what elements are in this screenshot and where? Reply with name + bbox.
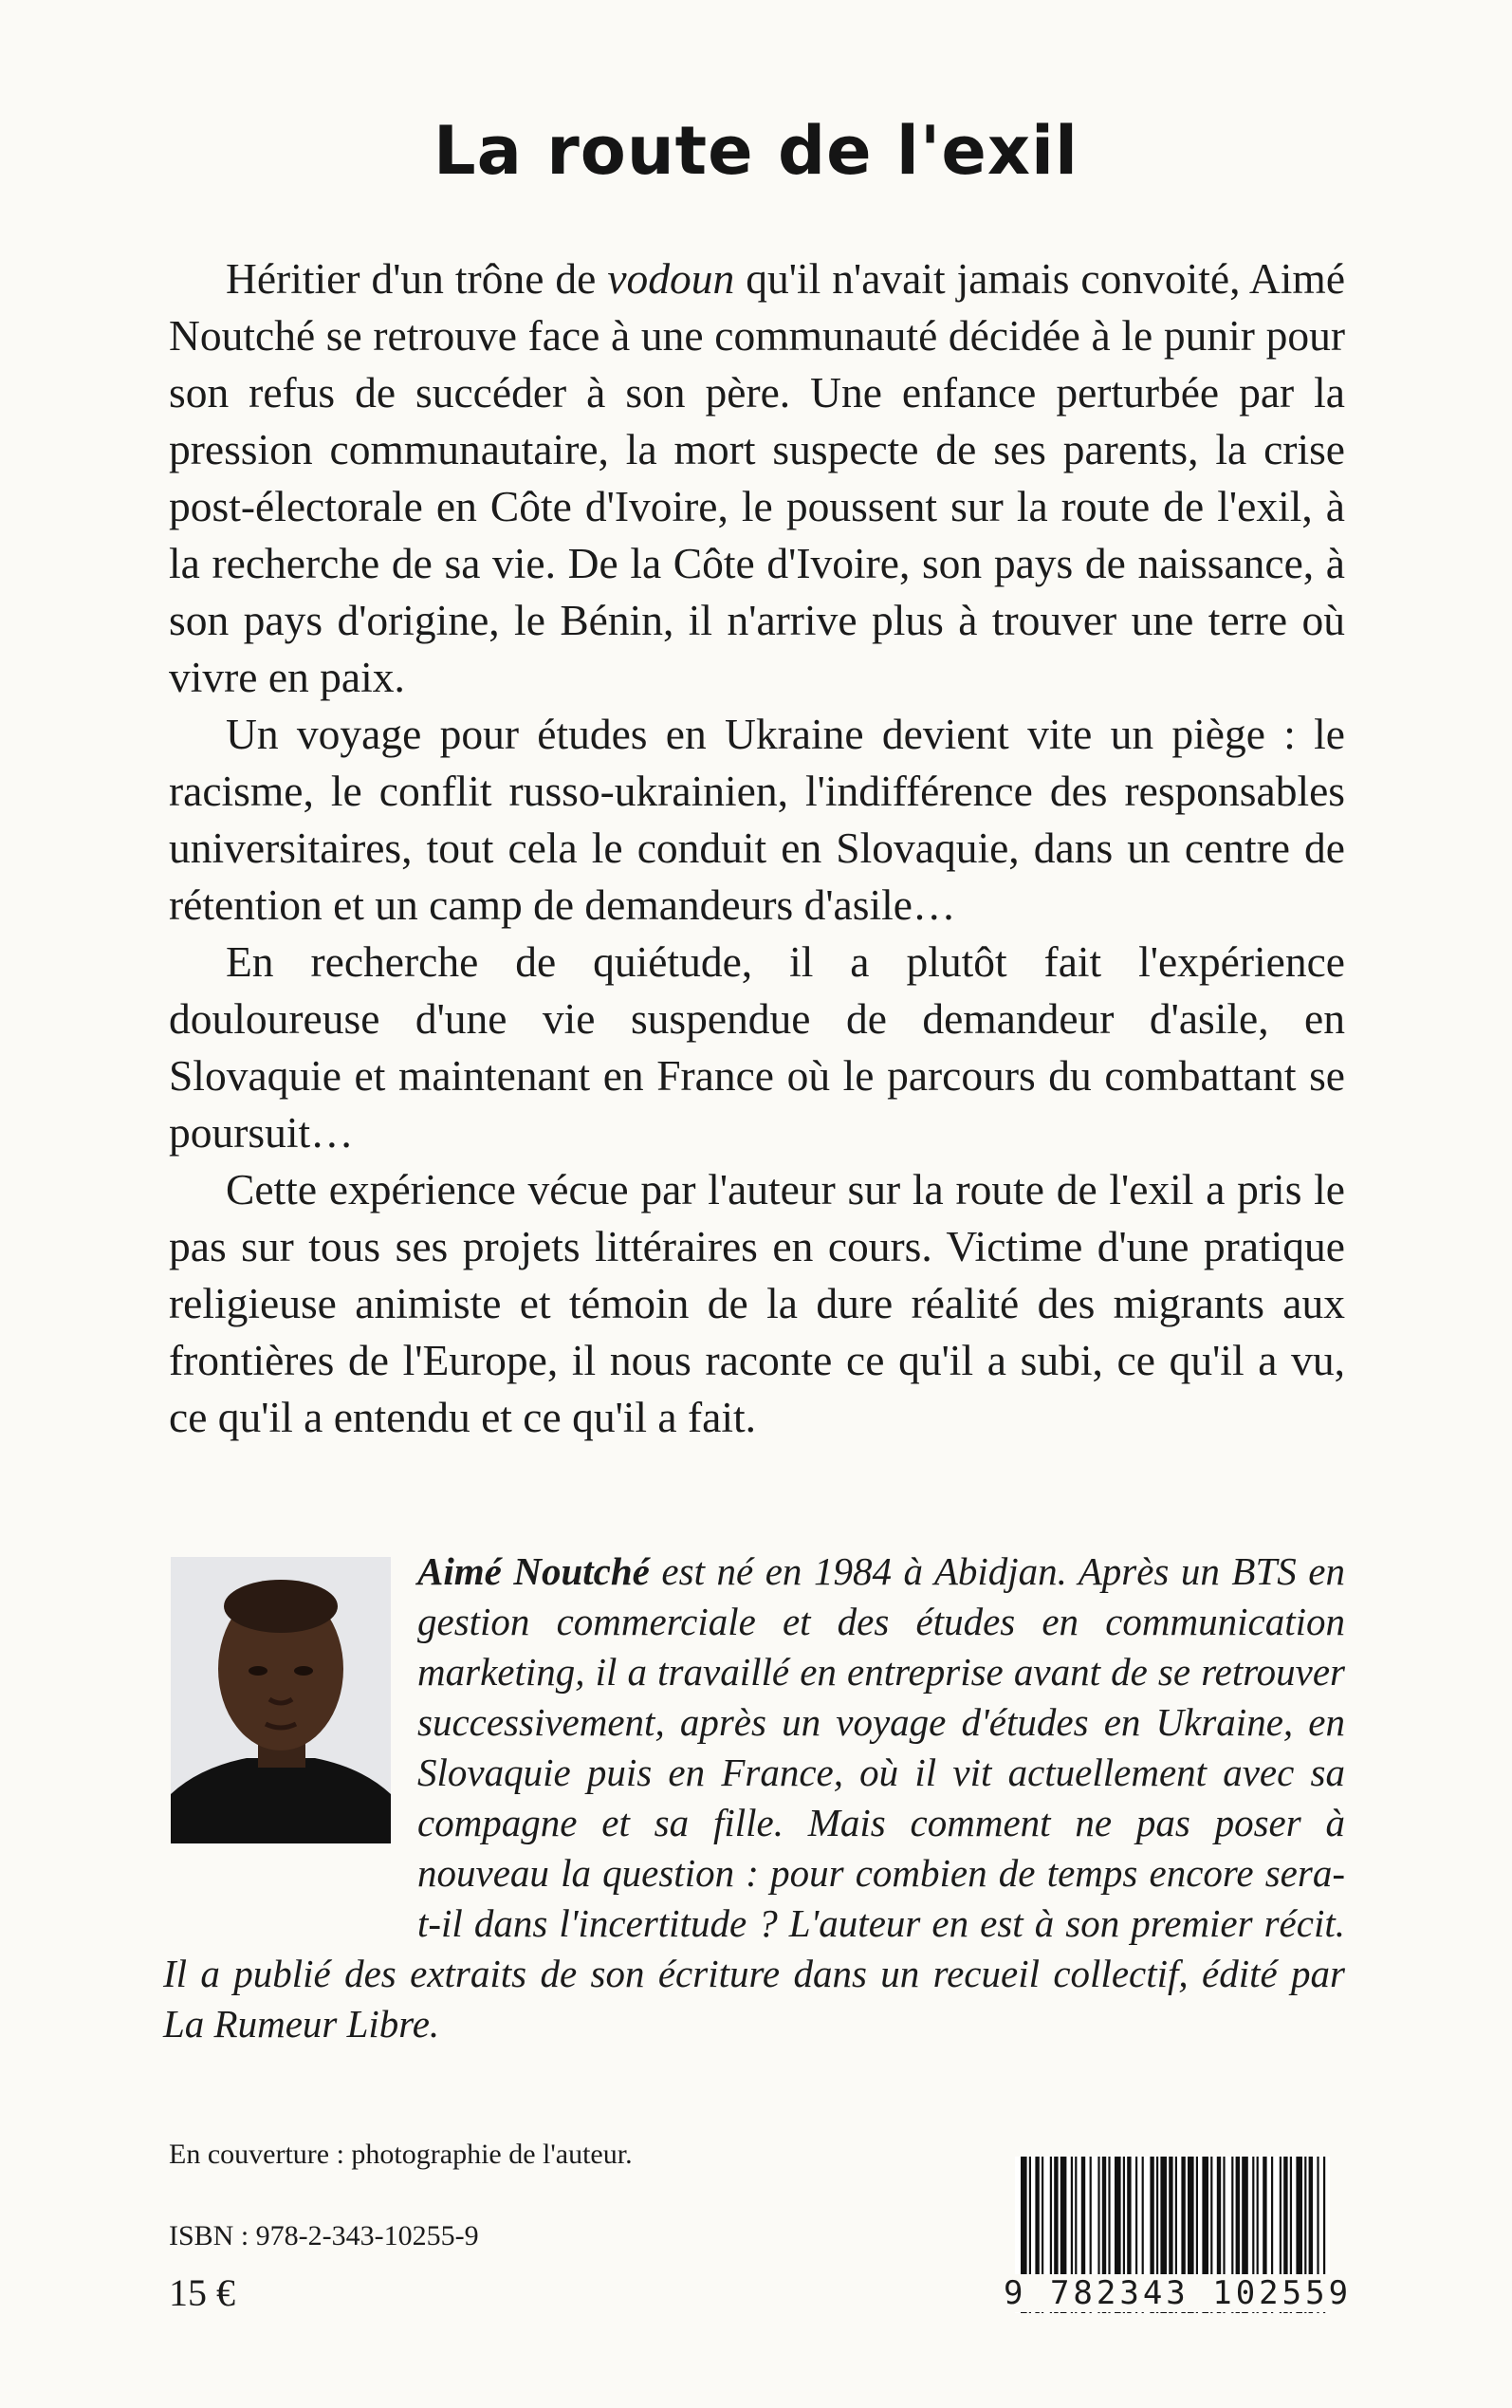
book-title: La route de l'exil <box>433 112 1079 190</box>
blurb-paragraph-4: Cette expérience vécue par l'auteur sur la route de l'exil a pris le pas sur tous ses projets littéraires en cours. Victime d'une pratique religieuse animiste et témoin de la dure réalité des migrants aux frontières de l'Europe, il nous raconte ce qu'il a subi, ce qu'il a vu, ce qu'il a entendu et ce qu'il a fait. <box>169 1165 1345 1441</box>
photo-credit: En couverture : photographie de l'auteur. <box>169 2139 633 2170</box>
blurb-italic-word: vodoun <box>607 254 735 303</box>
isbn: ISBN : 978-2-343-10255-9 <box>169 2220 479 2251</box>
price: 15 € <box>169 2271 235 2314</box>
barcode-digits: 9 782343 102559 <box>998 2274 1355 2312</box>
back-cover-blurb <box>169 250 1345 1446</box>
bio-text: est né en 1984 à Abidjan. Après un BTS en gestion commerciale et des études en communication marketing, il a travaillé en entreprise avant de se retrouver successivement, après un voyage d'études en Ukraine, en Slovaquie puis en France, où il vit actuellement avec sa compagne et sa fille. Mais comment ne pas poser à nouveau la question : pour combien de temps encore sera-t-il dans l'incertitude ? L'auteur en est à son premier récit. Il a publié des extraits de son écriture dans un recueil collectif, édité par La Rumeur Libre. <box>163 1549 1346 2046</box>
blurb-paragraph-1 <box>169 250 1345 706</box>
blurb-text: qu'il n'avait jamais convoité, Aimé Noutché se retrouve face à une communauté décidée à le punir pour son refus de succéder à son père. Une enfance perturbée par la pression communautaire, la mort suspecte de ses parents, la crise post-électorale en Côte d'Ivoire, le poussent sur la route de l'exil, à la recherche de sa vie. De la Côte d'Ivoire, son pays de naissance, à son pays d'origine, le Bénin, il n'arrive plus à trouver une terre où vivre en paix. <box>169 254 1346 701</box>
author-biography <box>163 1547 1345 2049</box>
photo-spacer <box>163 1547 417 1924</box>
blurb-paragraph-2: Un voyage pour études en Ukraine devient vite un piège : le racisme, le conflit russo-ukrainien, l'indifférence des responsables universitaires, tout cela le conduit en Slovaquie, dans un centre de rétention et un camp de demandeurs d'asile… <box>169 710 1345 929</box>
blurb-text: Héritier d'un trône de <box>226 254 608 303</box>
blurb-paragraph-3: En recherche de quiétude, il a plutôt fait l'expérience douloureuse d'une vie suspendue de demandeur d'asile, en Slovaquie et maintenant en France où le parcours du combattant se poursuit… <box>169 937 1345 1157</box>
author-name: Aimé Noutché <box>417 1549 650 1593</box>
